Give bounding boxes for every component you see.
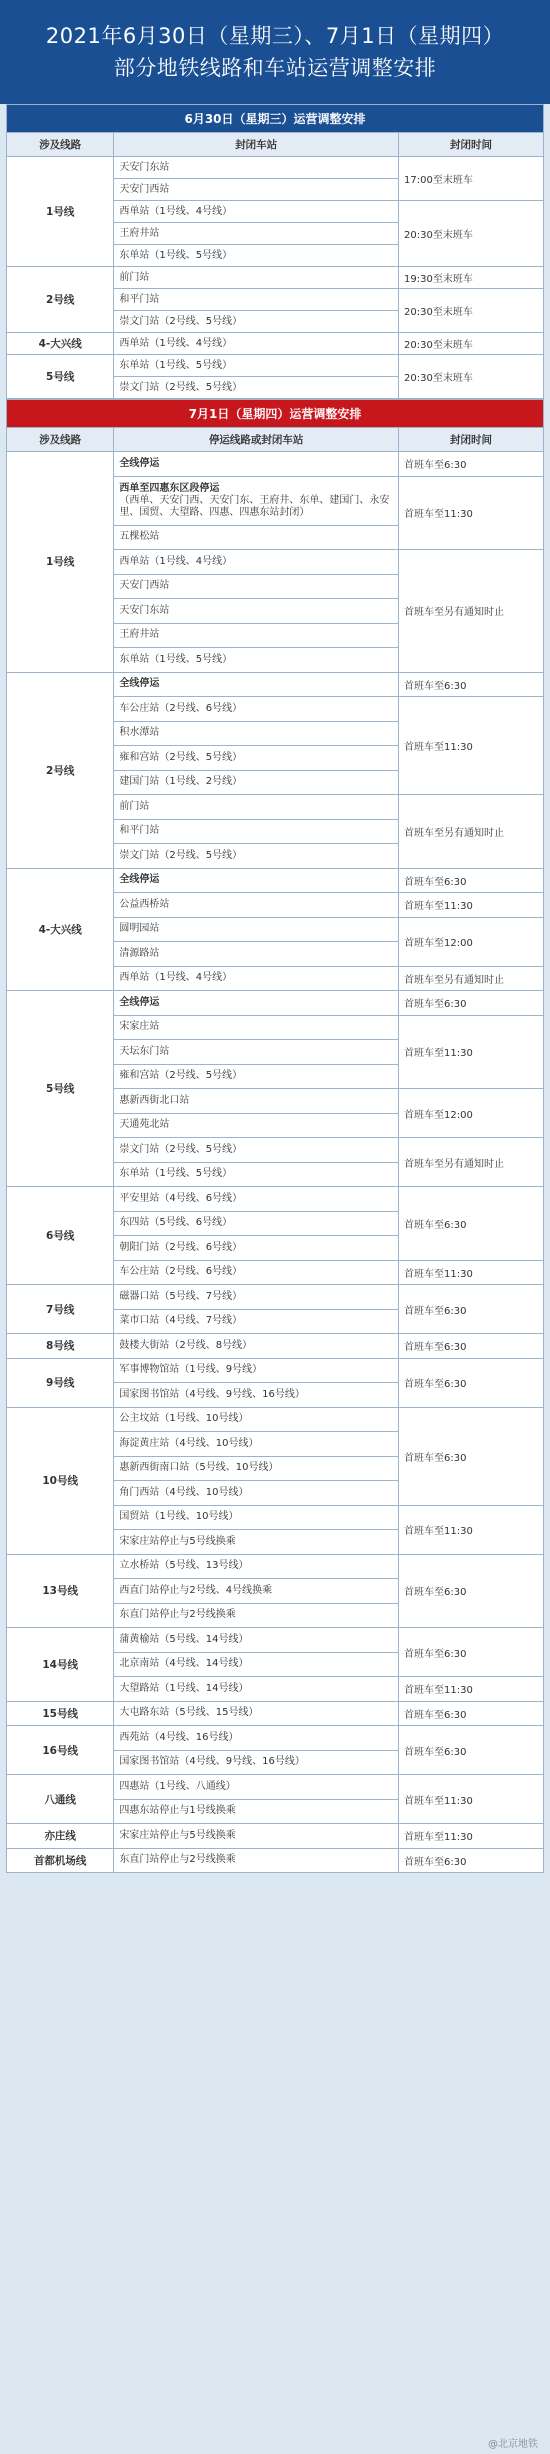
- station-cell: [114, 1432, 399, 1457]
- table-row: [7, 1824, 544, 1849]
- table-row: [7, 991, 544, 1016]
- closure-time: 19:30至末班车: [399, 267, 544, 289]
- station-cell: [114, 1089, 399, 1114]
- station-cell: [114, 770, 399, 795]
- july1-rows: [7, 452, 544, 1873]
- station-name: 大望路站（1号线、14号线）: [119, 1682, 249, 1694]
- station-name: 东直门站停止与2号线换乘: [119, 1854, 236, 1866]
- station-cell: [114, 1530, 399, 1555]
- station-name: 王府井站: [119, 227, 160, 239]
- closure-time: 首班车至11:30: [399, 1260, 544, 1285]
- station-name: 角门西站（4号线、10号线）: [119, 1486, 249, 1498]
- station-name: 崇文门站（2号线、5号线）: [119, 849, 243, 861]
- closure-time: 首班车至6:30: [399, 1334, 544, 1359]
- table-row: [7, 1554, 544, 1579]
- station-cell: [114, 1383, 399, 1408]
- table-row: [7, 672, 544, 697]
- line-name: 2号线: [7, 672, 114, 868]
- station-name: 天通苑北站: [119, 1119, 170, 1131]
- schedule-tables: [6, 104, 544, 1873]
- station-cell: [114, 179, 399, 201]
- title-line-2: 部分地铁线路和车站运营调整安排: [113, 56, 437, 80]
- station-cell: [114, 942, 399, 967]
- closure-time: 首班车至6:30: [399, 1358, 544, 1407]
- station-cell: [114, 333, 399, 355]
- line-name: 1号线: [7, 452, 114, 673]
- station-name: 磁器口站（5号线、7号线）: [119, 1290, 243, 1302]
- station-cell: [114, 795, 399, 820]
- line-name: 八通线: [7, 1775, 114, 1824]
- station-cell: [114, 991, 399, 1016]
- col-header-station: 停运线路或封闭车站: [114, 428, 399, 452]
- station-name: 立水桥站（5号线、13号线）: [119, 1560, 249, 1572]
- station-cell: [114, 1407, 399, 1432]
- watermark: @北京地铁: [488, 2439, 538, 2450]
- station-name: 东单站（1号线、5号线）: [119, 249, 233, 261]
- closure-time: 20:30至末班车: [399, 355, 544, 399]
- station-name: 天安门东站: [119, 604, 170, 616]
- station-cell: [114, 868, 399, 893]
- page-header: [0, 0, 550, 104]
- table-row: [7, 333, 544, 355]
- station-cell: [114, 966, 399, 991]
- closure-time: 首班车至11:30: [399, 1677, 544, 1702]
- table-row: [7, 267, 544, 289]
- station-name: 前门站: [119, 800, 150, 812]
- table-row: [7, 1775, 544, 1800]
- station-name: 宋家庄站停止与5号线换乘: [119, 1829, 236, 1841]
- june30-section-title: 6月30日（星期三）运营调整安排: [7, 105, 544, 133]
- station-name: 和平门站: [119, 293, 160, 305]
- station-cell: [114, 1064, 399, 1089]
- station-cell: [114, 599, 399, 624]
- station-name: 海淀黄庄站（4号线、10号线）: [119, 1437, 259, 1449]
- station-name: 和平门站: [119, 825, 160, 837]
- station-name: 菜市口站（4号线、7号线）: [119, 1315, 243, 1327]
- closure-time: 首班车至6:30: [399, 452, 544, 477]
- closure-time: 首班车至6:30: [399, 1701, 544, 1726]
- col-header-time: 封闭时间: [399, 133, 544, 157]
- station-cell: [114, 574, 399, 599]
- station-name: 鼓楼大街站（2号线、8号线）: [119, 1339, 253, 1351]
- line-name: 10号线: [7, 1407, 114, 1554]
- line-name: 6号线: [7, 1187, 114, 1285]
- station-name: 惠新西街北口站: [119, 1094, 190, 1106]
- station-cell: [114, 1113, 399, 1138]
- closure-time: 首班车至11:30: [399, 893, 544, 918]
- col-header-line: 涉及线路: [7, 133, 114, 157]
- station-cell: [114, 1187, 399, 1212]
- station-name: 北京南站（4号线、14号线）: [119, 1658, 249, 1670]
- station-cell: [114, 377, 399, 399]
- station-name: 蒲黄榆站（5号线、14号线）: [119, 1633, 249, 1645]
- station-cell: [114, 1236, 399, 1261]
- station-name: 东直门站停止与2号线换乘: [119, 1609, 236, 1621]
- station-name: 建国门站（1号线、2号线）: [119, 776, 243, 788]
- table-row: [7, 1407, 544, 1432]
- closure-time: 首班车至11:30: [399, 1775, 544, 1824]
- station-name: 国家图书馆站（4号线、9号线、16号线）: [119, 1756, 305, 1768]
- station-cell: [114, 1309, 399, 1334]
- station-cell: [114, 550, 399, 575]
- closure-time: 首班车至6:30: [399, 1407, 544, 1505]
- line-name: 5号线: [7, 355, 114, 399]
- station-name: 前门站: [119, 271, 150, 283]
- station-cell: [114, 1040, 399, 1065]
- station-name: 五棵松站: [119, 531, 160, 543]
- station-name: 西单站（1号线、4号线）: [119, 555, 233, 567]
- station-cell: [114, 525, 399, 550]
- line-name: 1号线: [7, 157, 114, 267]
- table-row: [7, 1285, 544, 1310]
- station-name: 四惠站（1号线、八通线）: [119, 1780, 236, 1792]
- col-header-line: 涉及线路: [7, 428, 114, 452]
- station-name: 王府井站: [119, 629, 160, 641]
- station-cell: [114, 1211, 399, 1236]
- station-name: 积水潭站: [119, 727, 160, 739]
- table-row: [7, 868, 544, 893]
- station-cell: [114, 721, 399, 746]
- closure-time: 首班车至12:00: [399, 917, 544, 966]
- station-name: 东单站（1号线、5号线）: [119, 653, 233, 665]
- station-cell: [114, 223, 399, 245]
- closure-time: 20:30至末班车: [399, 289, 544, 333]
- station-note: （西单、天安门西、天安门东、王府井、东单、建国门、永安里、国贸、大望路、四惠、四惠东站封闭）: [119, 494, 390, 518]
- station-name: 车公庄站（2号线、6号线）: [119, 702, 243, 714]
- line-name: 5号线: [7, 991, 114, 1187]
- station-name: 雍和宫站（2号线、5号线）: [119, 1070, 243, 1082]
- july1-table: [6, 399, 544, 1873]
- line-name: 7号线: [7, 1285, 114, 1334]
- station-cell: [114, 819, 399, 844]
- station-cell: [114, 245, 399, 267]
- station-name: 东单站（1号线、5号线）: [119, 359, 233, 371]
- closure-time: 首班车至6:30: [399, 991, 544, 1016]
- line-name: 4-大兴线: [7, 333, 114, 355]
- station-name: 全线停运: [119, 996, 160, 1008]
- line-name: 首都机场线: [7, 1848, 114, 1873]
- station-name: 车公庄站（2号线、6号线）: [119, 1266, 243, 1278]
- station-name: 国贸站（1号线、10号线）: [119, 1511, 239, 1523]
- station-cell: [114, 1358, 399, 1383]
- station-cell: [114, 201, 399, 223]
- station-cell: [114, 311, 399, 333]
- station-cell: [114, 1285, 399, 1310]
- closure-time: 首班车至6:30: [399, 1554, 544, 1628]
- line-name: 8号线: [7, 1334, 114, 1359]
- station-name: 崇文门站（2号线、5号线）: [119, 1143, 243, 1155]
- station-name: 清源路站: [119, 947, 160, 959]
- station-name: 西单站（1号线、4号线）: [119, 205, 233, 217]
- station-cell: [114, 1652, 399, 1677]
- station-name: 全线停运: [119, 457, 160, 469]
- june30-table: [6, 104, 544, 399]
- station-name: 朝阳门站（2号线、6号线）: [119, 1241, 243, 1253]
- station-cell: [114, 1701, 399, 1726]
- closure-time: 首班车至另有通知时止: [399, 966, 544, 991]
- closure-time: 首班车至6:30: [399, 1285, 544, 1334]
- station-name: 惠新西街南口站（5号线、10号线）: [119, 1462, 279, 1474]
- station-cell: [114, 1162, 399, 1187]
- station-cell: [114, 648, 399, 673]
- station-name: 平安里站（4号线、6号线）: [119, 1192, 243, 1204]
- station-name: 天安门东站: [119, 161, 170, 173]
- station-cell: [114, 476, 399, 525]
- line-name: 亦庄线: [7, 1824, 114, 1849]
- closure-time: 首班车至6:30: [399, 672, 544, 697]
- station-name: 四惠东站停止与1号线换乘: [119, 1805, 236, 1817]
- table-row: [7, 1701, 544, 1726]
- station-name: 军事博物馆站（1号线、9号线）: [119, 1364, 263, 1376]
- table-row: [7, 157, 544, 179]
- closure-time: 17:00至末班车: [399, 157, 544, 201]
- title-line-1: 2021年6月30日（星期三）、7月1日（星期四）: [45, 24, 505, 48]
- station-cell: [114, 1015, 399, 1040]
- closure-time: 首班车至6:30: [399, 1848, 544, 1873]
- line-name: 2号线: [7, 267, 114, 333]
- table-row: [7, 1187, 544, 1212]
- station-cell: [114, 1677, 399, 1702]
- station-cell: [114, 746, 399, 771]
- col-header-station: 封闭车站: [114, 133, 399, 157]
- station-cell: [114, 893, 399, 918]
- station-name: 天坛东门站: [119, 1045, 170, 1057]
- table-row: [7, 1358, 544, 1383]
- station-cell: [114, 1603, 399, 1628]
- station-name: 西单站（1号线、4号线）: [119, 972, 233, 984]
- station-name: 圆明园站: [119, 923, 160, 935]
- station-cell: [114, 844, 399, 869]
- line-name: 16号线: [7, 1726, 114, 1775]
- closure-time: 首班车至11:30: [399, 1505, 544, 1554]
- station-cell: [114, 1260, 399, 1285]
- table-row: [7, 355, 544, 377]
- col-header-time: 封闭时间: [399, 428, 544, 452]
- station-name: 大屯路东站（5号线、15号线）: [119, 1707, 259, 1719]
- station-cell: [114, 1824, 399, 1849]
- station-name: 国家图书馆站（4号线、9号线、16号线）: [119, 1388, 305, 1400]
- station-name: 公主坟站（1号线、10号线）: [119, 1413, 249, 1425]
- closure-time: 20:30至末班车: [399, 333, 544, 355]
- line-name: 13号线: [7, 1554, 114, 1628]
- station-cell: [114, 1628, 399, 1653]
- closure-time: 首班车至11:30: [399, 1015, 544, 1089]
- table-row: [7, 1334, 544, 1359]
- table-row: [7, 1848, 544, 1873]
- station-cell: [114, 1505, 399, 1530]
- closure-time: 首班车至6:30: [399, 1187, 544, 1261]
- table-row: [7, 1628, 544, 1653]
- closure-time: 首班车至另有通知时止: [399, 1138, 544, 1187]
- station-cell: [114, 1481, 399, 1506]
- line-name: 9号线: [7, 1358, 114, 1407]
- station-name: 西单站（1号线、4号线）: [119, 337, 233, 349]
- table-row: [7, 452, 544, 477]
- station-cell: [114, 452, 399, 477]
- station-name: 崇文门站（2号线、5号线）: [119, 381, 243, 393]
- closure-time: 首班车至12:00: [399, 1089, 544, 1138]
- station-cell: [114, 697, 399, 722]
- station-name: 全线停运: [119, 678, 160, 690]
- station-name: 全线停运: [119, 874, 160, 886]
- line-name: 4-大兴线: [7, 868, 114, 991]
- station-cell: [114, 267, 399, 289]
- station-cell: [114, 917, 399, 942]
- closure-time: 首班车至11:30: [399, 476, 544, 550]
- station-cell: [114, 1799, 399, 1824]
- closure-time: 首班车至11:30: [399, 1824, 544, 1849]
- station-cell: [114, 1456, 399, 1481]
- station-cell: [114, 1554, 399, 1579]
- station-name: 宋家庄站停止与5号线换乘: [119, 1535, 236, 1547]
- line-name: 15号线: [7, 1701, 114, 1726]
- station-cell: [114, 1579, 399, 1604]
- station-name: 天安门西站: [119, 183, 170, 195]
- station-cell: [114, 672, 399, 697]
- closure-time: 首班车至6:30: [399, 1726, 544, 1775]
- station-name: 雍和宫站（2号线、5号线）: [119, 751, 243, 763]
- station-cell: [114, 1848, 399, 1873]
- line-name: 14号线: [7, 1628, 114, 1702]
- station-cell: [114, 1775, 399, 1800]
- closure-time: 首班车至6:30: [399, 868, 544, 893]
- station-name: 东四站（5号线、6号线）: [119, 1217, 233, 1229]
- station-cell: [114, 623, 399, 648]
- station-name: 西直门站停止与2号线、4号线换乘: [119, 1584, 273, 1596]
- station-name: 宋家庄站: [119, 1021, 160, 1033]
- closure-time: 首班车至6:30: [399, 1628, 544, 1677]
- closure-time: 20:30至末班车: [399, 201, 544, 267]
- closure-time: 首班车至另有通知时止: [399, 550, 544, 673]
- station-cell: [114, 289, 399, 311]
- station-cell: [114, 1334, 399, 1359]
- july1-section-title: 7月1日（星期四）运营调整安排: [7, 400, 544, 428]
- june30-rows: [7, 157, 544, 399]
- station-name: 天安门西站: [119, 580, 170, 592]
- table-row: [7, 1726, 544, 1751]
- station-name: 西单至四惠东区段停运: [119, 482, 220, 494]
- station-name: 西苑站（4号线、16号线）: [119, 1731, 239, 1743]
- station-cell: [114, 1138, 399, 1163]
- closure-time: 首班车至另有通知时止: [399, 795, 544, 869]
- station-cell: [114, 1726, 399, 1751]
- station-cell: [114, 355, 399, 377]
- station-cell: [114, 157, 399, 179]
- station-name: 崇文门站（2号线、5号线）: [119, 315, 243, 327]
- closure-time: 首班车至11:30: [399, 697, 544, 795]
- station-name: 公益西桥站: [119, 898, 170, 910]
- station-cell: [114, 1750, 399, 1775]
- station-name: 东单站（1号线、5号线）: [119, 1168, 233, 1180]
